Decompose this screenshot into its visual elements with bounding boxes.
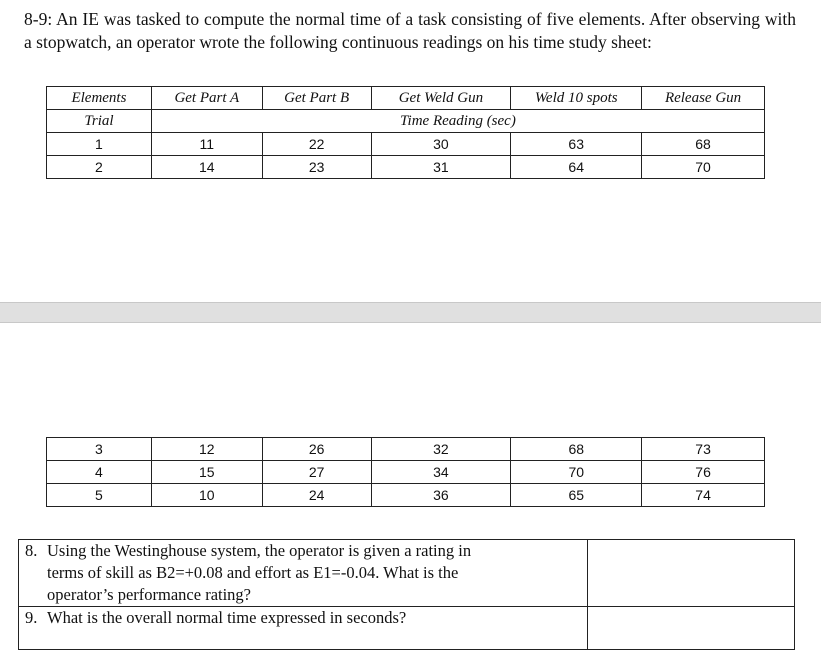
reading-cell: 22 bbox=[262, 133, 371, 156]
element-header: Get Part A bbox=[151, 87, 262, 110]
table-row bbox=[47, 438, 765, 461]
reading-cell: 70 bbox=[511, 461, 642, 484]
reading-cell: 26 bbox=[262, 438, 371, 461]
question-cell bbox=[19, 540, 588, 607]
question-row bbox=[19, 607, 795, 650]
reading-cell: 68 bbox=[642, 133, 765, 156]
question-line: operator’s performance rating? bbox=[47, 585, 252, 604]
reading-cell: 73 bbox=[642, 438, 765, 461]
reading-cell: 31 bbox=[371, 156, 511, 179]
reading-cell: 12 bbox=[151, 438, 262, 461]
answer-cell[interactable] bbox=[588, 607, 795, 650]
question-line: terms of skill as B2=+0.08 and effort as E1=-0.04. What is the bbox=[47, 563, 459, 582]
element-header: Get Weld Gun bbox=[371, 87, 511, 110]
table-row bbox=[47, 133, 765, 156]
reading-cell: 11 bbox=[151, 133, 262, 156]
reading-cell: 63 bbox=[511, 133, 642, 156]
reading-cell: 68 bbox=[511, 438, 642, 461]
table-row bbox=[47, 461, 765, 484]
reading-cell: 15 bbox=[151, 461, 262, 484]
trial-number: 1 bbox=[47, 133, 152, 156]
reading-cell: 10 bbox=[151, 484, 262, 507]
reading-cell: 36 bbox=[371, 484, 511, 507]
reading-cell: 64 bbox=[511, 156, 642, 179]
reading-cell: 32 bbox=[371, 438, 511, 461]
reading-cell: 76 bbox=[642, 461, 765, 484]
table-row bbox=[47, 156, 765, 179]
question-line: What is the overall normal time expressed in seconds? bbox=[47, 608, 407, 627]
reading-cell: 74 bbox=[642, 484, 765, 507]
trial-header-row bbox=[47, 110, 765, 133]
time-study-table-top bbox=[46, 86, 765, 179]
questions-table bbox=[18, 539, 795, 650]
question-row bbox=[19, 540, 795, 607]
reading-cell: 30 bbox=[371, 133, 511, 156]
trial-number: 3 bbox=[47, 438, 152, 461]
reading-cell: 14 bbox=[151, 156, 262, 179]
reading-cell: 24 bbox=[262, 484, 371, 507]
question-cell bbox=[19, 607, 588, 650]
trial-number: 5 bbox=[47, 484, 152, 507]
reading-cell: 27 bbox=[262, 461, 371, 484]
problem-number: 8-9: bbox=[24, 9, 53, 29]
reading-cell: 23 bbox=[262, 156, 371, 179]
table-row bbox=[47, 484, 765, 507]
elements-label: Elements bbox=[47, 87, 152, 110]
reading-cell: 34 bbox=[371, 461, 511, 484]
reading-cell: 65 bbox=[511, 484, 642, 507]
element-header: Get Part B bbox=[262, 87, 371, 110]
problem-text: An IE was tasked to compute the normal time of a task consisting of five elements. After observing with a stopwatch, an operator wrote the following continuous readings on his time study sheet: bbox=[24, 9, 796, 52]
element-header: Weld 10 spots bbox=[511, 87, 642, 110]
trial-label: Trial bbox=[47, 110, 152, 133]
trial-number: 2 bbox=[47, 156, 152, 179]
time-reading-label: Time Reading (sec) bbox=[151, 110, 764, 133]
question-line: Using the Westinghouse system, the operator is given a rating in bbox=[47, 541, 472, 560]
question-number: 8. bbox=[25, 541, 38, 560]
question-number: 9. bbox=[25, 608, 38, 627]
trial-number: 4 bbox=[47, 461, 152, 484]
element-header: Release Gun bbox=[642, 87, 765, 110]
problem-paragraph bbox=[24, 8, 796, 54]
answer-cell[interactable] bbox=[588, 540, 795, 607]
time-study-table-bottom bbox=[46, 437, 765, 507]
elements-header-row bbox=[47, 87, 765, 110]
reading-cell: 70 bbox=[642, 156, 765, 179]
page-divider-band bbox=[0, 302, 821, 323]
